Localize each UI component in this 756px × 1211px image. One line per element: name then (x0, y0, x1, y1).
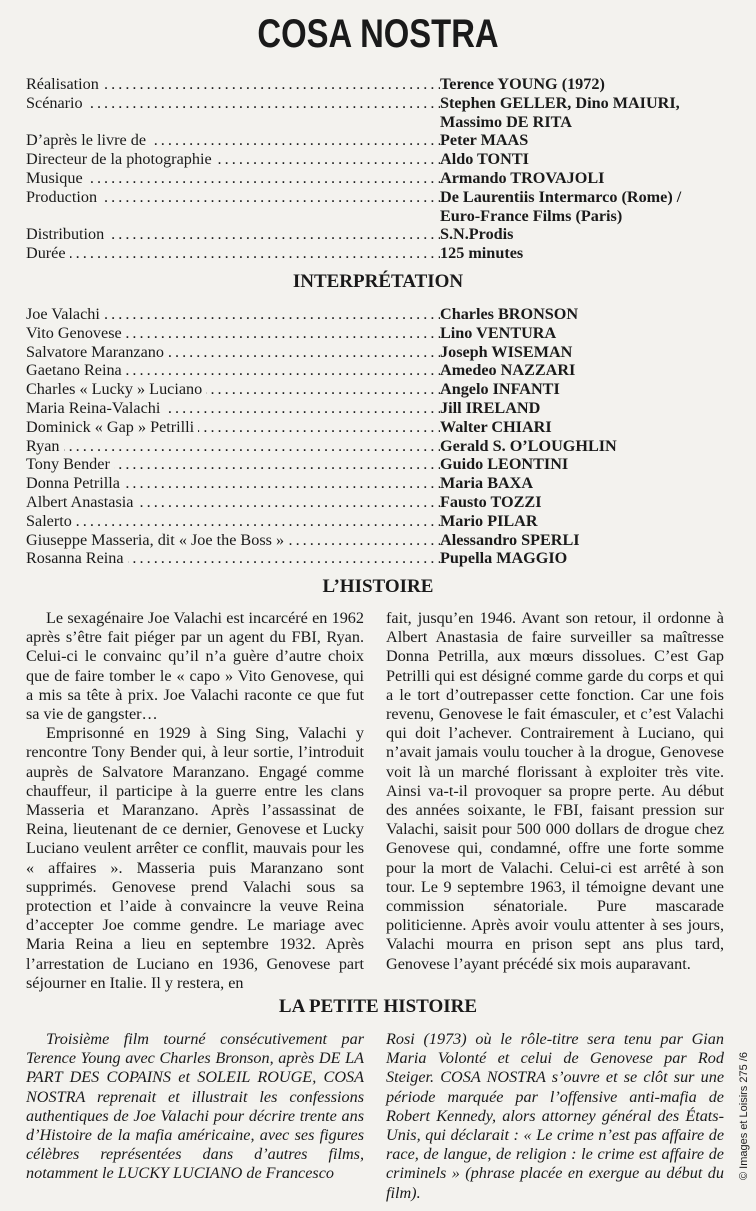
cast-row-name: Maria BAXA (440, 474, 534, 493)
histoire-paragraph: fait, jusqu’en 1946. Avant son retour, il ordonne à Albert Anastasia de faire surveiller sa maîtresse Donna Petrilla, aux mœurs dissolues. C’est Gap Petrilli qui est désigné comme garde du corps et qui a le tort d’outrepasser cette fonction. Car une fois revenu, Genovese le fait émasculer, et c’est Valachi qui doit l’achever. Contrairement à Luciano, qui n’avait jamais voulu toucher à la drogue, Genovese voit là un marché florissant à exploiter très vite. Ainsi va-t-il provoquer sa propre perte. Au début des années soixante, le FBI, faisant pression sur Valachi, saisit pour 500 000 dollars de drogue chez Genovese qui, condamné, offre une forte somme pour la mort de Valachi. Celui-ci est arrêté à son tour. Le 9 septembre 1963, il témoigne devant une commission sénatoriale. Pure mascarade politicienne. Après avoir voulu attenter à ses jours, Valachi mourra en prison sept ans plus tard, Genovese l’ayant précédé six mois auparavant. (386, 609, 724, 973)
interpretation-heading: INTERPRÉTATION (292, 271, 464, 292)
cast-row-role (26, 418, 440, 437)
credit-row (26, 169, 726, 188)
credit-row (26, 225, 726, 244)
cast-row-role-label: Giuseppe Masseria, dit « Joe the Boss » (26, 531, 288, 550)
cast-row-role-label: Salerto (26, 512, 76, 531)
credit-row-name: Aldo TONTI (440, 150, 529, 169)
cast-row-name: Mario PILAR (440, 511, 538, 530)
cast-row-role-label: Joe Valachi (26, 305, 104, 324)
cast-row-role-label: Rosanna Reina (26, 549, 128, 568)
cast-row (26, 474, 726, 493)
cast-row-name: Alessandro SPERLI (440, 530, 580, 549)
cast-row-name: Charles BRONSON (440, 305, 579, 323)
cast-row-name: Fausto TOZZI (440, 492, 542, 511)
cast-row (26, 343, 726, 362)
petite-histoire-text: Troisième film tourné consécutivement par Terence Young avec Charles Bronson, après DE LA PART DES COPAINS et SOLEIL ROUGE, COSA NOSTRA reprenait et illustrait les confessions authentiques de Joe Valachi pour décrire trente ans d’Histoire de la mafia américaine, avec ses figures célèbres représentées dans d’autres films, notamment le LUCKY LUCIANO de Francesco (26, 1030, 364, 1183)
cast-row-role-label: Maria Reina-Valachi (26, 399, 164, 418)
cast-row (26, 455, 726, 474)
cast-row (26, 361, 726, 380)
cast-row-role-label: Albert Anastasia (26, 493, 137, 512)
credit-row-role (26, 150, 440, 169)
credit-row-name: Peter MAAS (440, 131, 529, 150)
cast-row-name: Amedeo NAZZARI (440, 361, 576, 380)
cast-row-role (26, 305, 440, 324)
credit-row (26, 150, 726, 169)
credit-row-name: Stephen GELLER, Dino MAIURI, (440, 93, 680, 112)
credit-row-role-label: Directeur de la photographie (26, 150, 216, 169)
cast-row-name: Pupella MAGGIO (440, 549, 568, 568)
credit-row-name: Armando TROVAJOLI (440, 168, 605, 187)
cast-row-role (26, 380, 440, 399)
credit-row-role-label: Réalisation (26, 75, 103, 94)
credit-row-name: Massimo DE RITA (440, 112, 572, 131)
credit-row-role-label: Musique (26, 169, 87, 188)
petite-histoire-column-2 (386, 1030, 724, 1203)
credit-row-role-label: D’après le livre de (26, 131, 150, 150)
cast-row-role (26, 455, 440, 474)
credit-row-name: 125 minutes (440, 244, 524, 263)
credit-row (26, 75, 726, 94)
credit-row-role (26, 225, 440, 244)
credit-row-role (26, 207, 440, 226)
cast-row-role (26, 399, 440, 418)
credit-row-role-label: Production (26, 188, 101, 207)
cast-row-name: Joseph WISEMAN (440, 342, 573, 361)
cast-list (26, 305, 726, 568)
cast-row-role (26, 361, 440, 380)
credit-row-name: Euro-France Films (Paris) (440, 206, 623, 225)
cast-row (26, 437, 726, 456)
cast-row-name: Gerald S. O’LOUGHLIN (440, 436, 617, 455)
cast-row-role-label: Ryan (26, 437, 64, 456)
credit-row-role-label: Durée (26, 244, 70, 263)
credit-row (26, 207, 726, 226)
cast-row-role (26, 549, 440, 568)
credit-row-name: De Laurentiis Intermarco (Rome) / (440, 187, 682, 206)
cast-row-name: Walter CHIARI (440, 417, 552, 436)
credit-row-role (26, 131, 440, 150)
credit-row-name: Terence YOUNG (1972) (440, 75, 605, 93)
cast-row-role-label: Vito Genovese (26, 324, 126, 343)
histoire-column-2 (386, 609, 724, 974)
petite-histoire-column-1 (26, 1030, 364, 1184)
credit-row-role (26, 188, 440, 207)
cast-row-role (26, 531, 440, 550)
credit-row (26, 188, 726, 207)
cast-row-name: Lino VENTURA (440, 323, 557, 342)
cast-row-role (26, 512, 440, 531)
credit-row (26, 113, 726, 132)
credit-row-role (26, 244, 440, 263)
cast-row-role-label: Gaetano Reina (26, 361, 126, 380)
credit-row-role-label: Scénario (26, 94, 87, 113)
credit-row (26, 131, 726, 150)
page-title: COSA NOSTRA (257, 12, 499, 56)
histoire-heading: L’HISTOIRE (322, 576, 434, 597)
credit-row (26, 244, 726, 263)
cast-row-role (26, 474, 440, 493)
credit-row-role-label: Distribution (26, 225, 108, 244)
cast-row (26, 512, 726, 531)
cast-row-role (26, 437, 440, 456)
cast-row-name: Jill IRELAND (440, 398, 541, 417)
copyright-notice: © Images et Loisirs 275 /6 (738, 1052, 750, 1180)
histoire-column-1 (26, 609, 364, 993)
petite-histoire-text: Rosi (1973) où le rôle-titre sera tenu par Gian Maria Volonté et celui de Genovese par Rod Steiger. COSA NOSTRA s’ouvre et se clôt sur une période marquée par l’offensive anti-mafia de Robert Kennedy, alors attorney général des États-Unis, qui déclarait : « Le crime n’est pas affaire de race, de langue, de religion : le crime est affaire de criminels » (phrase placée en exergue au début du film). (386, 1030, 724, 1202)
cast-row-name: Guido LEONTINI (440, 455, 569, 474)
cast-row (26, 493, 726, 512)
histoire-paragraph: Le sexagénaire Joe Valachi est incarcéré en 1962 après s’être fait piéger par un agent du FBI, Ryan. Celui-ci le convainc qu’il n’a guère d’autre choix que de faire tomber le « capo » Vito Genovese, qui a mis sa tête à prix. Joe Valachi raconte ce que fut sa vie de gangster… (26, 609, 364, 724)
cast-row (26, 324, 726, 343)
histoire-paragraph: Emprisonné en 1929 à Sing Sing, Valachi y rencontre Tony Bender qui, à leur sortie, l’introduit auprès de Salvatore Maranzano. Engagé comme chauffeur, il participe à la guerre entre les clans Masseria et Maranzano. Après l’assassinat de Reina, lieutenant de ce dernier, Genovese et Lucky Luciano veulent arrêter ce conflit, mauvais pour les « affaires ». Masseria puis Maranzano sont supprimés. Genovese prend Valachi sous sa protection et l’aide à convaincre la veuve Reina d’accepter Joe comme gendre. Le mariage avec Maria Reina a lieu en septembre 1932. Après l’arrestation de Luciano en 1936, Genovese part séjourner en Italie. Il y restera, en (26, 724, 364, 992)
credit-row-role (26, 113, 440, 132)
credit-row-role (26, 169, 440, 188)
cast-row-role (26, 324, 440, 343)
cast-row-role (26, 493, 440, 512)
cast-row-role-label: Dominick « Gap » Petrilli (26, 418, 198, 437)
credits-list (26, 75, 726, 263)
credit-row-name: S.N.Prodis (440, 225, 514, 244)
credit-row-role (26, 94, 440, 113)
cast-row-role (26, 343, 440, 362)
cast-row-role-label: Donna Petrilla (26, 474, 124, 493)
cast-row (26, 399, 726, 418)
cast-row (26, 305, 726, 324)
cast-row (26, 380, 726, 399)
cast-row (26, 549, 726, 568)
cast-row-role-label: Salvatore Maranzano (26, 343, 168, 362)
cast-row-name: Angelo INFANTI (440, 380, 560, 399)
cast-row (26, 418, 726, 437)
petite-histoire-heading: LA PETITE HISTOIRE (278, 996, 478, 1017)
credit-row-role (26, 75, 440, 94)
credit-row (26, 94, 726, 113)
cast-row (26, 531, 726, 550)
cast-row-role-label: Tony Bender (26, 455, 114, 474)
cast-row-role-label: Charles « Lucky » Luciano (26, 380, 206, 399)
